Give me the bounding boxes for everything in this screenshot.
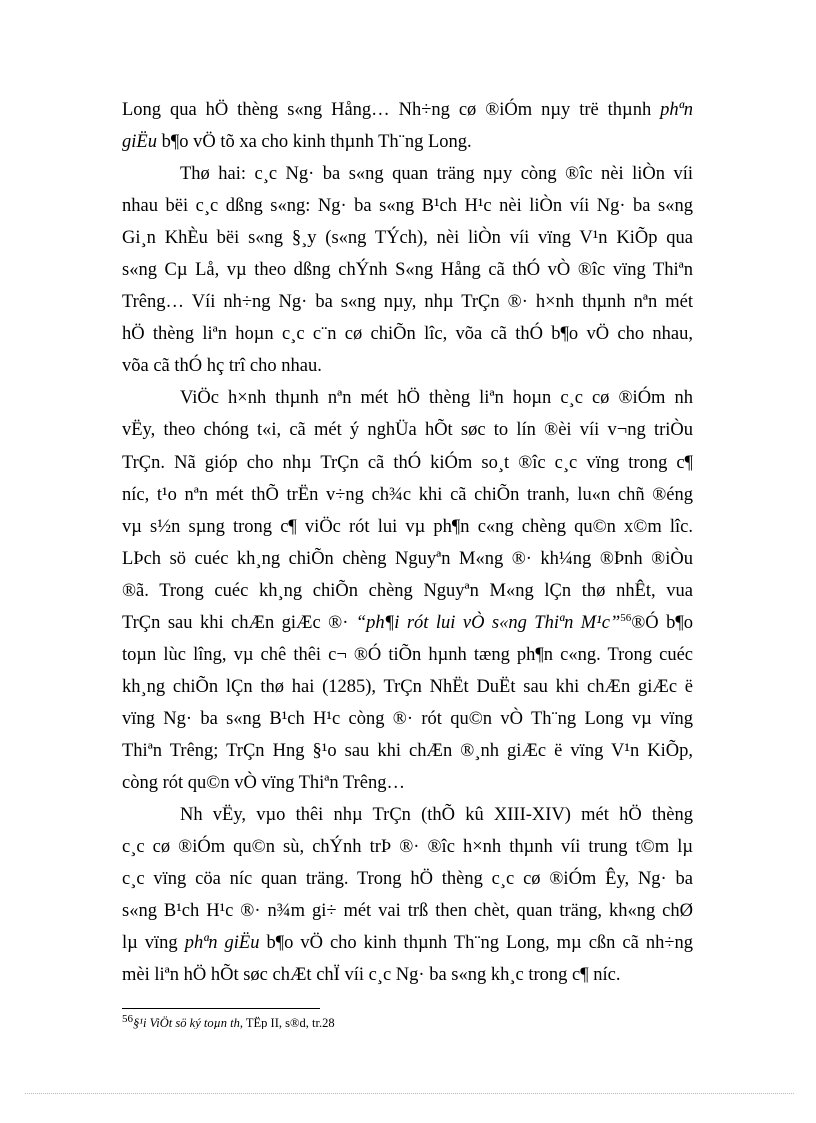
text-segment: vËy, theo chóng t«i, cã mét ý nghÜa hÕt søc to lín ®èi víi v¬ng triÒu (122, 420, 693, 441)
text-segment: LÞch sö cuéc kh¸ng chiÕn chèng Nguyªn M«ng ®· kh¼ng ®Þnh ®iÒu (122, 548, 693, 569)
text-segment: c¸c cø ®iÓm qu©n sù, chÝnh trÞ ®· ®îc h×nh thµnh víi trung t©m lµ (122, 837, 693, 858)
text-segment: lµ vïng (122, 933, 185, 954)
text-segment: b¶o vÖ tõ xa cho kinh thµnh Th¨ng Long. (156, 132, 472, 153)
text-line (122, 254, 693, 286)
page-bottom-edge (25, 1093, 794, 1094)
text-line (122, 479, 693, 511)
text-line (122, 735, 693, 767)
text-segment: s«ng B¹ch H¹c ®· n¾m gi÷ mét vai trß then chèt, quan träng, kh«ng chØ (122, 901, 693, 922)
footnote-separator (122, 1008, 320, 1009)
text-line (122, 863, 693, 895)
italic-text: giËu (122, 132, 157, 153)
text-line (122, 318, 693, 350)
text-line (122, 959, 693, 991)
body-text (122, 94, 693, 991)
text-segment: võa cã thÓ hç trî cho nhau. (122, 356, 322, 377)
text-line (122, 382, 693, 414)
text-segment: vµ s½n sµng trong c¶ viÖc rót lui vµ ph¶n c«ng chèng qu©n x©m lîc. (122, 516, 693, 537)
text-segment: Thiªn Trêng; TrÇn Hng §¹o sau khi chÆn ®¸nh giÆc ë vïng V¹n KiÕp, (122, 740, 693, 761)
text-line (122, 767, 693, 799)
text-segment: Gi¸n KhÈu bëi s«ng §¸y (s«ng TÝch), nèi liÒn víi vïng V¹n KiÕp qua (122, 228, 693, 249)
text-line (122, 447, 693, 479)
text-segment: s«ng Cµ Lå, vµ theo dßng chÝnh S«ng Hång cã thÓ vÒ ®îc vïng Thiªn (122, 260, 693, 281)
text-line (122, 414, 693, 446)
text-segment: kh¸ng chiÕn lÇn thø hai (1285), TrÇn NhËt DuËt sau khi chÆn giÆc ë (122, 676, 693, 697)
text-segment: nhau bëi c¸c dßng s«ng: Ng· ba s«ng B¹ch H¹c nèi liÒn víi Ng· ba s«ng (122, 196, 693, 217)
italic-text: phªn giËu (184, 933, 260, 954)
text-segment: toµn lùc lîng, vµ chê thêi c¬ ®Ó tiÕn hµnh tæng ph¶n c«ng. Trong cuéc (122, 644, 693, 665)
text-line (122, 575, 693, 607)
text-segment: Long qua hÖ thèng s«ng Hång… Nh÷ng cø ®iÓm nµy trë thµnh (122, 100, 661, 120)
text-line (122, 350, 693, 382)
text-line (122, 703, 693, 735)
text-line (122, 671, 693, 703)
text-line (122, 799, 693, 831)
text-segment: vïng Ng· ba s«ng B¹ch H¹c còng ®· rót qu©n vÒ Th¨ng Long vµ vïng (122, 708, 693, 729)
text-segment: b¶o vÖ cho kinh thµnh Th¨ng Long, mµ cßn cã nh÷ng (259, 933, 693, 954)
text-line (122, 190, 693, 222)
text-segment: TrÇn sau khi chÆn giÆc ®· (122, 612, 356, 633)
italic-text: phªn (660, 100, 693, 120)
text-line (122, 895, 693, 927)
text-segment: Thø hai: c¸c Ng· ba s«ng quan träng nµy còng ®îc nèi liÒn víi (180, 164, 693, 185)
footnote (122, 1014, 335, 1029)
text-segment: TrÇn. Nã gióp cho nhµ TrÇn cã thÓ kiÓm so¸t ®îc c¸c vïng trong c¶ (122, 452, 693, 473)
text-segment: ®Ó b¶o (631, 612, 693, 633)
text-line (122, 126, 693, 158)
footnote-source-title: §¹i ViÖt sö ký toµn th (133, 1016, 240, 1029)
text-line (122, 543, 693, 575)
text-segment: Trêng… Víi nh÷ng Ng· ba s«ng nµy, nhµ TrÇn ®· h×nh thµnh nªn mét (122, 292, 693, 313)
text-segment: còng rót qu©n vÒ vïng Thiªn Trêng… (122, 772, 405, 793)
footnote-reference: 56 (620, 611, 632, 624)
text-line (122, 639, 693, 671)
text-line (122, 607, 693, 639)
text-line (122, 511, 693, 543)
text-line (122, 222, 693, 254)
text-line (122, 831, 693, 863)
text-segment: ®ã. Trong cuéc kh¸ng chiÕn chèng Nguyªn M«ng lÇn thø nhÊt, vua (122, 580, 693, 601)
footnote-number: 56 (122, 1014, 133, 1025)
text-segment: Nh vËy, vµo thêi nhµ TrÇn (thÕ kû XIII-XIV) mét hÖ thèng (180, 805, 693, 826)
text-segment: hÖ thèng liªn hoµn c¸c c¨n cø chiÕn lîc, võa cã thÓ b¶o vÖ cho nhau, (122, 324, 693, 345)
footnote-details: , TËp II, s®d, tr.28 (239, 1016, 335, 1029)
text-line (122, 94, 693, 126)
text-segment: c¸c vïng cöa níc quan träng. Trong hÖ thèng c¸c cø ®iÓm Êy, Ng· ba (122, 869, 693, 890)
text-line (122, 286, 693, 318)
text-segment: níc, t¹o nªn mét thÕ trËn v÷ng ch¾c khi cã chiÕn tranh, lu«n chñ ®éng (122, 484, 693, 505)
italic-text: “ph¶i rót lui vÒ s«ng Thiªn M¹c” (355, 612, 621, 633)
text-line (122, 927, 693, 959)
text-segment: mèi liªn hÖ hÕt søc chÆt chÏ víi c¸c Ng· ba s«ng kh¸c trong c¶ níc. (122, 965, 621, 986)
text-line (122, 158, 693, 190)
text-segment: ViÖc h×nh thµnh nªn mét hÖ thèng liªn hoµn c¸c cø ®iÓm nh (180, 388, 693, 409)
